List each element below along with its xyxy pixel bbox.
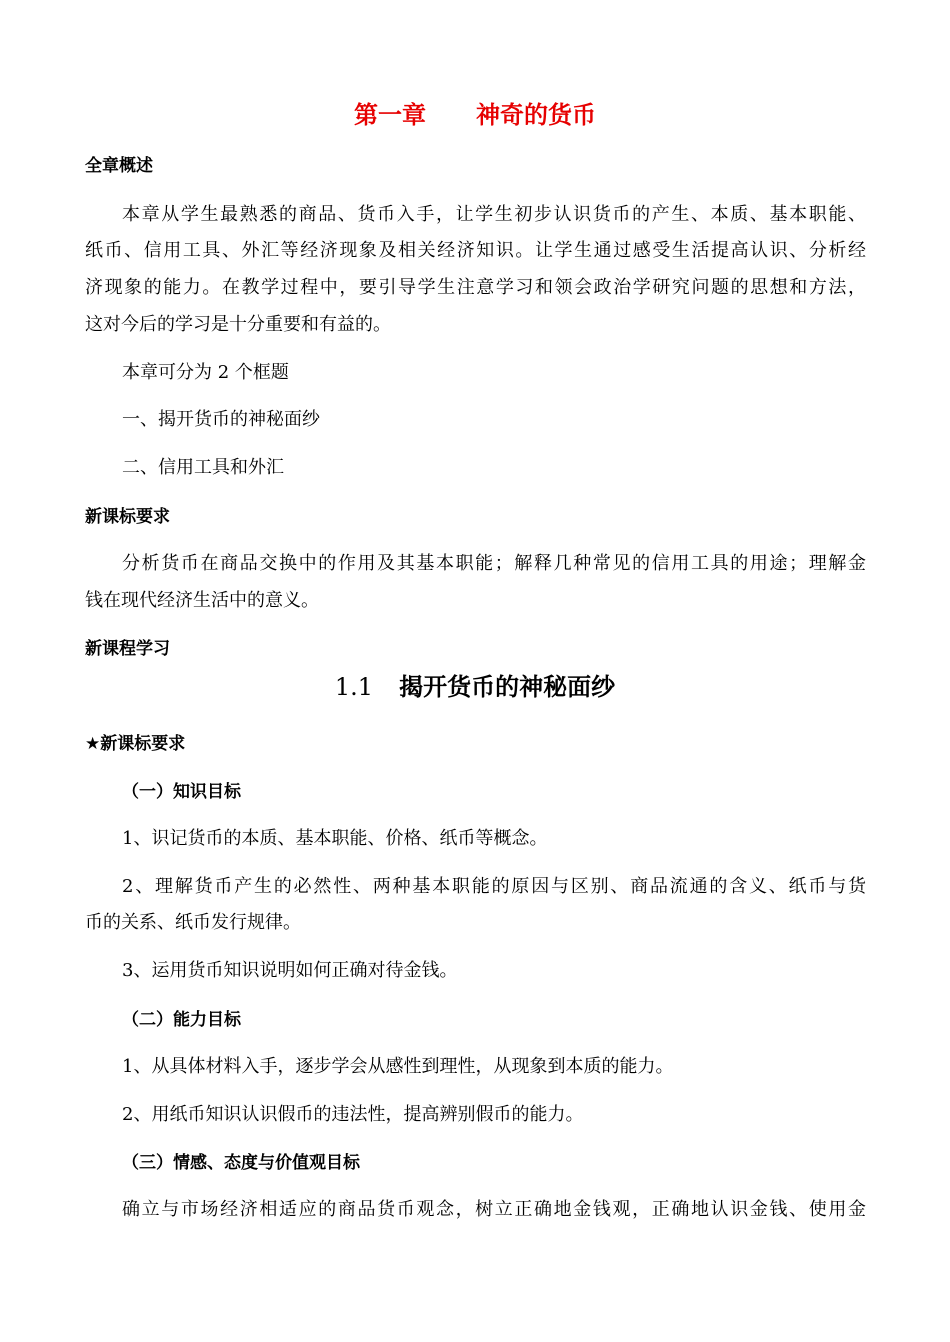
overview-line-4: 这对今后的学习是十分重要和有益的。 [85,314,391,335]
knowledge-item-1: 1、识记货币的本质、基本职能、价格、纸币等概念。 [122,828,548,849]
chapter-name: 神奇的货币 [476,101,596,129]
frames-intro: 本章可分为 2 个框题 [122,362,289,383]
standards-heading: 新课标要求 [85,507,170,527]
chapter-number: 第一章 [354,101,426,129]
emotion-heading: （三）情感、态度与价值观目标 [122,1153,360,1173]
overview-heading: 全章概述 [85,156,153,176]
study-heading: 新课程学习 [85,639,170,659]
knowledge-item-2-line-1: 2、理解货币产生的必然性、两种基本职能的原因与区别、商品流通的含义、纸币与货 [122,876,866,897]
standards-line-1: 分析货币在商品交换中的作用及其基本职能；解释几种常见的信用工具的用途；理解金 [122,553,866,574]
section-number: 1.1 [334,673,374,701]
chapter-title [0,100,950,130]
section-req-heading: ★新课标要求 [85,734,186,754]
standards-line-2: 钱在现代经济生活中的意义。 [85,590,319,611]
frame-item-1: 一、揭开货币的神秘面纱 [122,409,320,430]
ability-item-2: 2、用纸币知识认识假币的违法性，提高辨别假币的能力。 [122,1104,584,1125]
overview-line-3: 济现象的能力。在教学过程中，要引导学生注意学习和领会政治学研究问题的思想和方法， [85,277,866,298]
emotion-line-1: 确立与市场经济相适应的商品货币观念，树立正确地金钱观，正确地认识金钱、使用金 [122,1199,866,1220]
section-title [0,672,950,702]
section-name: 揭开货币的神秘面纱 [399,673,616,701]
knowledge-item-3: 3、运用货币知识说明如何正确对待金钱。 [122,960,458,981]
knowledge-item-2-line-2: 币的关系、纸币发行规律。 [85,912,301,933]
frame-item-2: 二、信用工具和外汇 [122,457,284,478]
knowledge-heading: （一）知识目标 [122,782,241,802]
ability-heading: （二）能力目标 [122,1010,241,1030]
overview-line-1: 本章从学生最熟悉的商品、货币入手，让学生初步认识货币的产生、本质、基本职能、 [122,204,866,225]
overview-line-2: 纸币、信用工具、外汇等经济现象及相关经济知识。让学生通过感受生活提高认识、分析经 [85,240,866,261]
ability-item-1: 1、从具体材料入手，逐步学会从感性到理性，从现象到本质的能力。 [122,1056,674,1077]
